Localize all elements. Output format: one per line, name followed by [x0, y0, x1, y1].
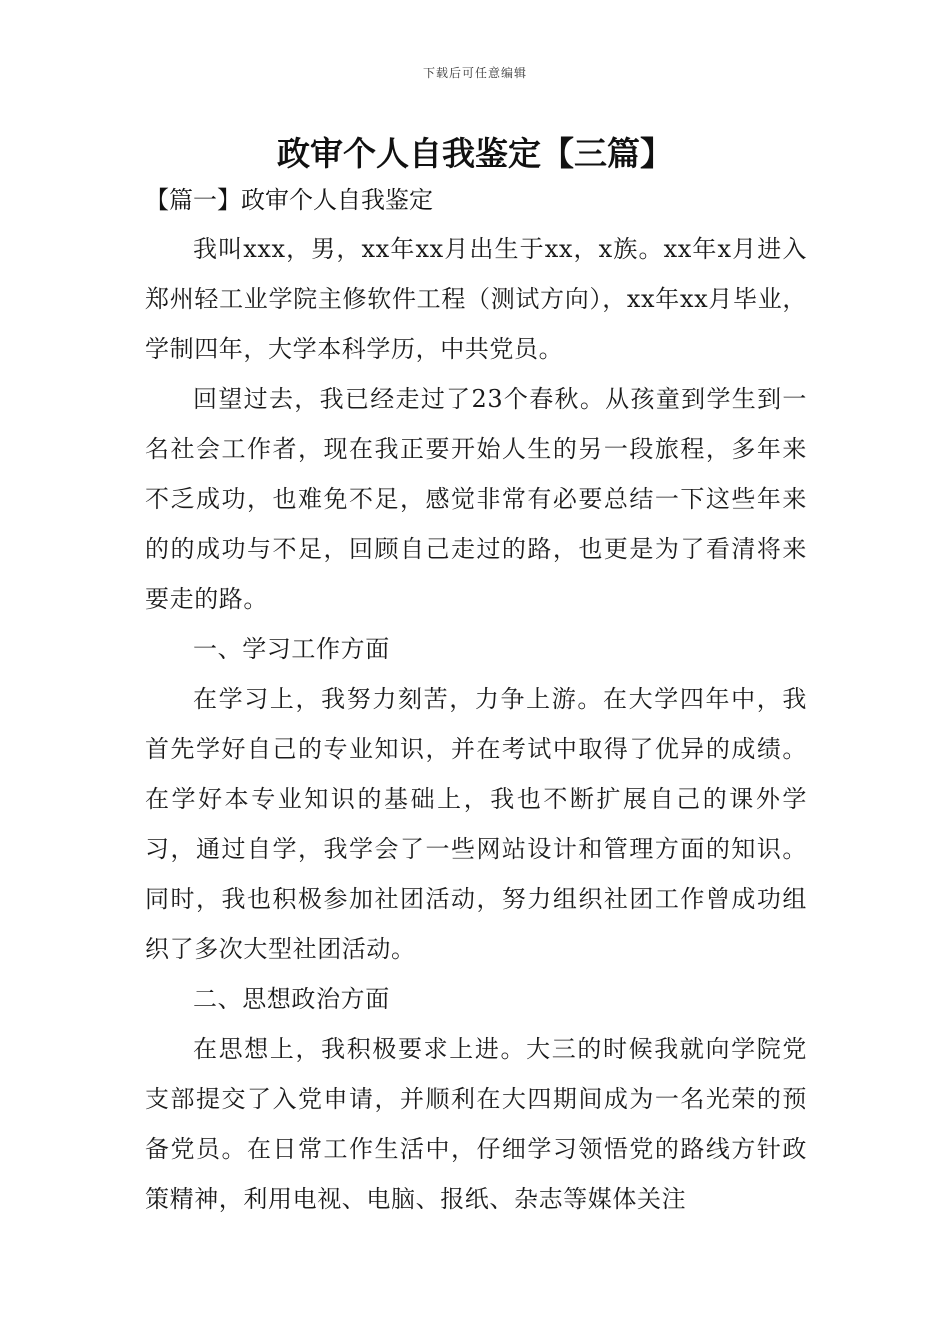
subheading-study-work: 一、学习工作方面: [193, 635, 390, 663]
paragraph-study: 在学习上，我努力刻苦，力争上游。在大学四年中，我首先学好自己的专业知识，并在考试中取得了优异的成绩。在学好本专业知识的基础上，我也不断扩展自己的课外学习，通过自学，我学会了一些网站设计和管理方面的知识。同时，我也积极参加社团活动，努力组织社团工作曾成功组织了多次大型社团活动。: [145, 685, 807, 963]
document-body: [145, 176, 807, 1224]
subheading-thought-politics: 二、思想政治方面: [193, 985, 390, 1013]
document-title: 政审个人自我鉴定【三篇】: [277, 134, 673, 173]
paragraph-thought: 在思想上，我积极要求上进。大三的时候我就向学院党支部提交了入党申请，并顺利在大四期间成为一名光荣的预备党员。在日常工作生活中，仔细学习领悟党的路线方针政策精神，利用电视、电脑、报纸、杂志等媒体关注: [145, 1035, 807, 1213]
header-note: 下载后可任意编辑: [422, 66, 527, 80]
paragraph-looking-back: 回望过去，我已经走过了23个春秋。从孩童到学生到一名社会工作者，现在我正要开始人生的另一段旅程，多年来不乏成功，也难免不足，感觉非常有必要总结一下这些年来的的成功与不足，回顾自己走过的路，也更是为了看清将来要走的路。: [145, 385, 807, 613]
paragraph-personal-info: 我叫xxx，男，xx年xx月出生于xx，x族。xx年x月进入郑州轻工业学院主修软件工程（测试方向），xx年xx月毕业，学制四年，大学本科学历，中共党员。: [145, 235, 807, 363]
section-heading: 【篇一】政审个人自我鉴定: [145, 186, 433, 214]
